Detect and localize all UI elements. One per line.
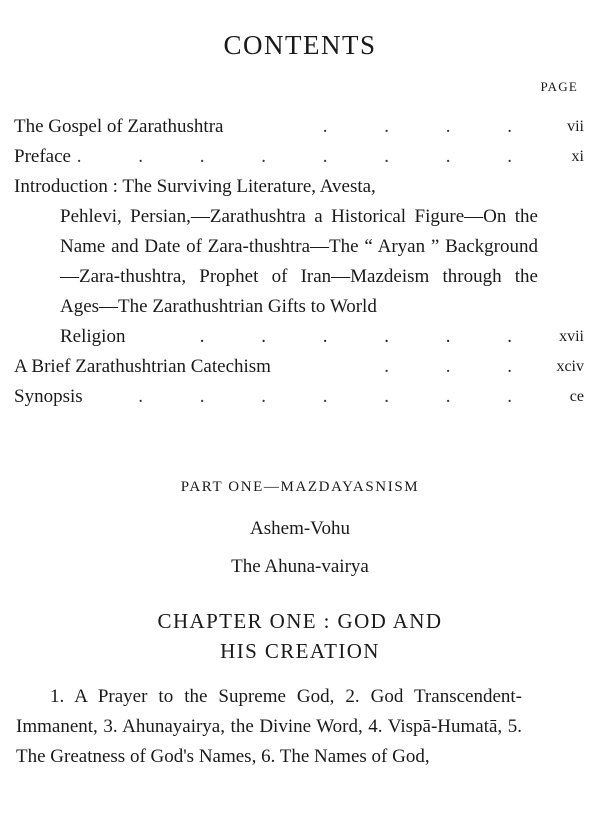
chapter-heading-line1: CHAPTER ONE : GOD AND bbox=[157, 609, 443, 633]
table-of-contents bbox=[14, 112, 584, 412]
introduction-first-line: Introduction : The Surviving Literature, Avesta, bbox=[14, 176, 376, 197]
toc-entry-gospel bbox=[14, 112, 584, 142]
toc-entry-page: xvii bbox=[559, 328, 584, 345]
chapter-synopsis-text: 1. A Prayer to the Supreme God, 2. God Transcendent-Immanent, 3. Ahunayairya, the Divine Word, 4. Vispā-Humatā, 5. The Greatness of God's Names, 6. The Names of God, bbox=[16, 686, 522, 767]
toc-entry-page: ce bbox=[569, 388, 584, 405]
toc-entry-page: xciv bbox=[556, 358, 584, 375]
introduction-last-line-row bbox=[14, 322, 584, 352]
introduction-last-line: Religion bbox=[60, 326, 126, 347]
toc-entry-title: Preface bbox=[14, 146, 71, 167]
leader-dots: . . . bbox=[384, 356, 538, 377]
chapter-heading-line2: HIS CREATION bbox=[220, 639, 380, 663]
part-heading: PART ONE—MAZDAYASNISM bbox=[180, 479, 420, 495]
chapter-heading bbox=[0, 606, 600, 666]
subheading-ashem-vohu: Ashem-Vohu bbox=[250, 518, 350, 539]
toc-entry-title: A Brief Zarathushtrian Catechism bbox=[14, 356, 271, 377]
leader-dots: . . . . . . bbox=[199, 326, 538, 347]
leader-dots: . . . . . . . bbox=[138, 386, 538, 407]
toc-entry-page: xi bbox=[571, 148, 584, 165]
toc-entry-title: The Gospel of Zarathushtra bbox=[14, 116, 224, 137]
introduction-continuation: Pehlevi, Persian,—Zarathushtra a Historical Figure—On the Name and Date of Zara-thushtra—The “ Aryan ” Background—Zara-thushtra, Prophet of Iran—Mazdeism through the Ages—The Zarathushtrian Gifts to World bbox=[60, 206, 538, 317]
toc-entry-catechism bbox=[14, 352, 584, 382]
toc-entry-preface bbox=[14, 142, 584, 172]
contents-heading: CONTENTS bbox=[223, 30, 377, 60]
toc-entry-introduction bbox=[14, 172, 584, 352]
subheading-ahuna-vairya: The Ahuna-vairya bbox=[231, 556, 369, 577]
toc-entry-page: vii bbox=[567, 118, 584, 135]
toc-entry-synopsis bbox=[14, 382, 584, 412]
leader-dots: . . . . . . . . bbox=[76, 146, 538, 167]
leader-dots: . . . . bbox=[322, 116, 538, 137]
page-column-label: PAGE bbox=[540, 79, 578, 94]
toc-entry-title: Synopsis bbox=[14, 386, 83, 407]
